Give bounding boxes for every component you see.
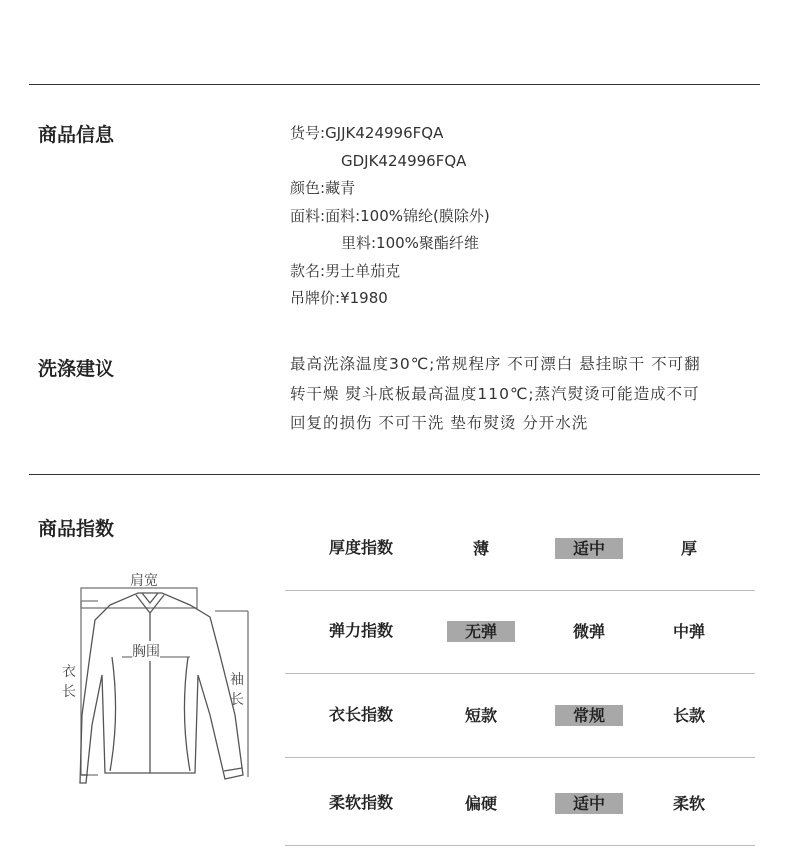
index-option: 厚 — [680, 539, 697, 558]
index-option: 无弹 — [447, 621, 515, 642]
fabric-label: 面料: — [290, 206, 326, 225]
index-option: 长款 — [672, 706, 705, 725]
index-label: 柔软指数 — [329, 793, 394, 812]
index-option: 中弹 — [672, 622, 705, 641]
index-option: 微弹 — [572, 622, 605, 641]
index-option: 适中 — [555, 793, 623, 814]
lining-row — [290, 230, 490, 258]
price-row — [290, 285, 490, 313]
product-info-list — [290, 120, 490, 313]
length-label-1: 衣 — [62, 664, 76, 680]
index-option: 偏硬 — [464, 794, 497, 813]
index-option: 适中 — [555, 538, 623, 559]
index-label: 衣长指数 — [329, 705, 394, 724]
index-option: 柔软 — [672, 794, 705, 813]
shoulder-width-label: 肩宽 — [130, 573, 158, 589]
index-row-softness — [285, 760, 755, 846]
row-separator — [285, 845, 755, 846]
index-option: 常规 — [555, 705, 623, 726]
wash-line-3: 回复的损伤 不可干洗 垫布熨烫 分开水洗 — [290, 414, 589, 432]
fabric-outer-value: 面料:100%锦纶(膜除外) — [325, 206, 490, 225]
fabric-row — [290, 203, 490, 231]
chest-label: 胸围 — [132, 641, 160, 661]
index-option: 短款 — [464, 706, 497, 725]
sleeve-label-2: 长 — [230, 692, 244, 708]
color-label: 颜色: — [290, 179, 326, 197]
middle-divider — [29, 474, 760, 475]
row-separator — [285, 757, 755, 758]
color-value: 藏青 — [325, 179, 356, 197]
fabric-lining-value: 里料:100%聚酯纤维 — [341, 234, 479, 252]
wash-instructions — [290, 350, 752, 439]
sku-label: 货号: — [290, 124, 326, 142]
price-label: 吊牌价: — [290, 289, 341, 307]
index-label: 弹力指数 — [329, 621, 394, 640]
product-info-title: 商品信息 — [38, 124, 115, 146]
index-label: 厚度指数 — [329, 538, 394, 557]
length-label-2: 长 — [62, 684, 76, 700]
index-row-thickness — [285, 505, 755, 591]
index-option: 薄 — [472, 539, 489, 558]
sku-row — [290, 120, 490, 148]
wash-line-1: 最高洗涤温度30℃;常规程序 不可漂白 悬挂晾干 不可翻 — [290, 355, 701, 373]
index-row-elasticity — [285, 588, 755, 674]
style-row — [290, 258, 490, 286]
sleeve-label-1: 袖 — [230, 672, 244, 688]
garment-diagram — [50, 565, 265, 795]
index-row-length — [285, 672, 755, 758]
style-label: 款名: — [290, 261, 326, 280]
price-value: ¥1980 — [340, 289, 388, 307]
top-divider — [29, 84, 760, 85]
sku-row-2 — [290, 148, 490, 176]
wash-title: 洗涤建议 — [38, 358, 115, 380]
wash-line-2: 转干燥 熨斗底板最高温度110℃;蒸汽熨烫可能造成不可 — [290, 384, 700, 403]
sku-value-1: GJJK424996FQA — [325, 124, 444, 142]
style-value: 男士单茄克 — [325, 261, 401, 280]
color-row — [290, 175, 490, 203]
indices-title: 商品指数 — [38, 518, 115, 540]
sku-value-2: GDJK424996FQA — [341, 151, 467, 170]
